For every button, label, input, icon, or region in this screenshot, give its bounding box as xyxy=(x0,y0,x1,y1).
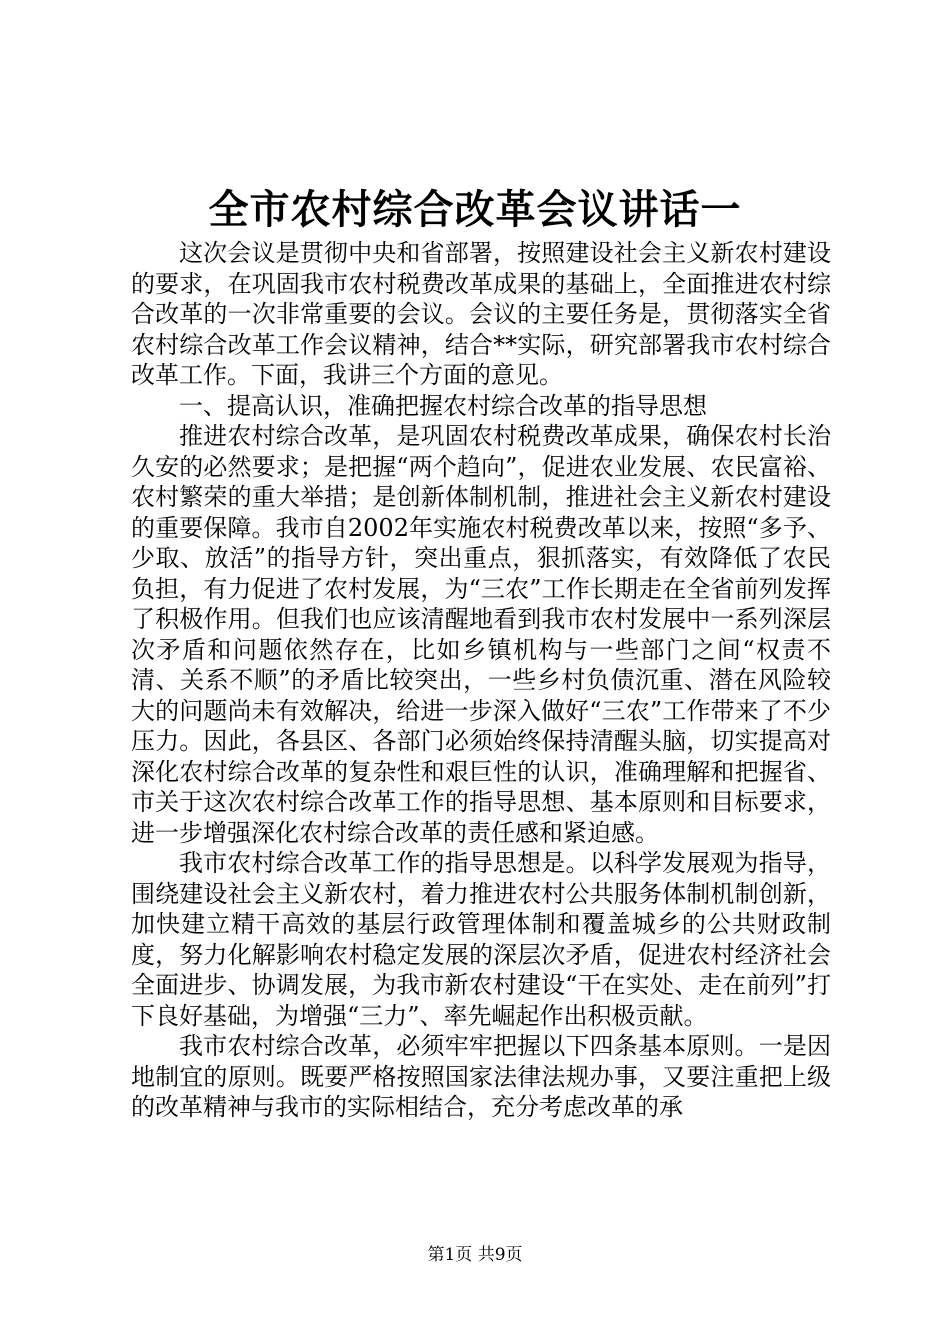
paragraph-guiding-ideology: 我市农村综合改革工作的指导思想是。以科学发展观为指导，围绕建设社会主义新农村，着力推进农村公共服务体制机制创新，加快建立精干高效的基层行政管理体制和覆盖城乡的公共财政制度，努力化解影响农村稳定发展的深层次矛盾，促进农村经济社会全面进步、协调发展，为我市新农村建设“干在实处、走在前列”打下良好基础，为增强“三力”、率先崛起作出积极贡献。 xyxy=(131,849,831,1030)
section-heading-1: 一、提高认识，准确把握农村综合改革的指导思想 xyxy=(179,391,707,420)
page-footer: 第1页 共9页 xyxy=(427,1245,523,1265)
paragraph-significance: 推进农村综合改革，是巩固农村税费改革成果，确保农村长治久安的必然要求；是把握“两个趋向”，促进农业发展、农民富裕、农村繁荣的重大举措；是创新体制机制，推进社会主义新农村建设的重要保障。我市自2002年实施农村税费改革以来，按照“多予、少取、放活”的指导方针，突出重点，狠抓落实，有效降低了农民负担，有力促进了农村发展，为“三农”工作长期走在全省前列发挥了积极作用。但我们也应该清醒地看到我市农村发展中一系列深层次矛盾和问题依然存在，比如乡镇机构与一些部门之间“权责不清、关系不顺”的矛盾比较突出，一些乡村负债沉重、潜在风险较大的问题尚未有效解决，给进一步深入做好“三农”工作带来了不少压力。因此，各县区、各部门必须始终保持清醒头脑，切实提高对深化农村综合改革的复杂性和艰巨性的认识，准确理解和把握省、市关于这次农村综合改革工作的指导思想、基本原则和目标要求，进一步增强深化农村综合改革的责任感和紧迫感。 xyxy=(131,422,831,847)
paragraph-basic-principles: 我市农村综合改革，必须牢牢把握以下四条基本原则。一是因地制宜的原则。既要严格按照国家法律法规办事，又要注重把上级的改革精神与我市的实际相结合，充分考虑改革的承 xyxy=(131,1032,831,1121)
document-title: 全市农村综合改革会议讲话一 xyxy=(208,186,742,233)
paragraph-intro: 这次会议是贯彻中央和省部署，按照建设社会主义新农村建设的要求，在巩固我市农村税费改革成果的基础上，全面推进农村综合改革的一次非常重要的会议。会议的主要任务是，贯彻落实全省农村综合改革工作会议精神，结合**实际，研究部署我市农村综合改革工作。下面，我讲三个方面的意见。 xyxy=(131,239,831,389)
document-body xyxy=(131,238,831,1123)
